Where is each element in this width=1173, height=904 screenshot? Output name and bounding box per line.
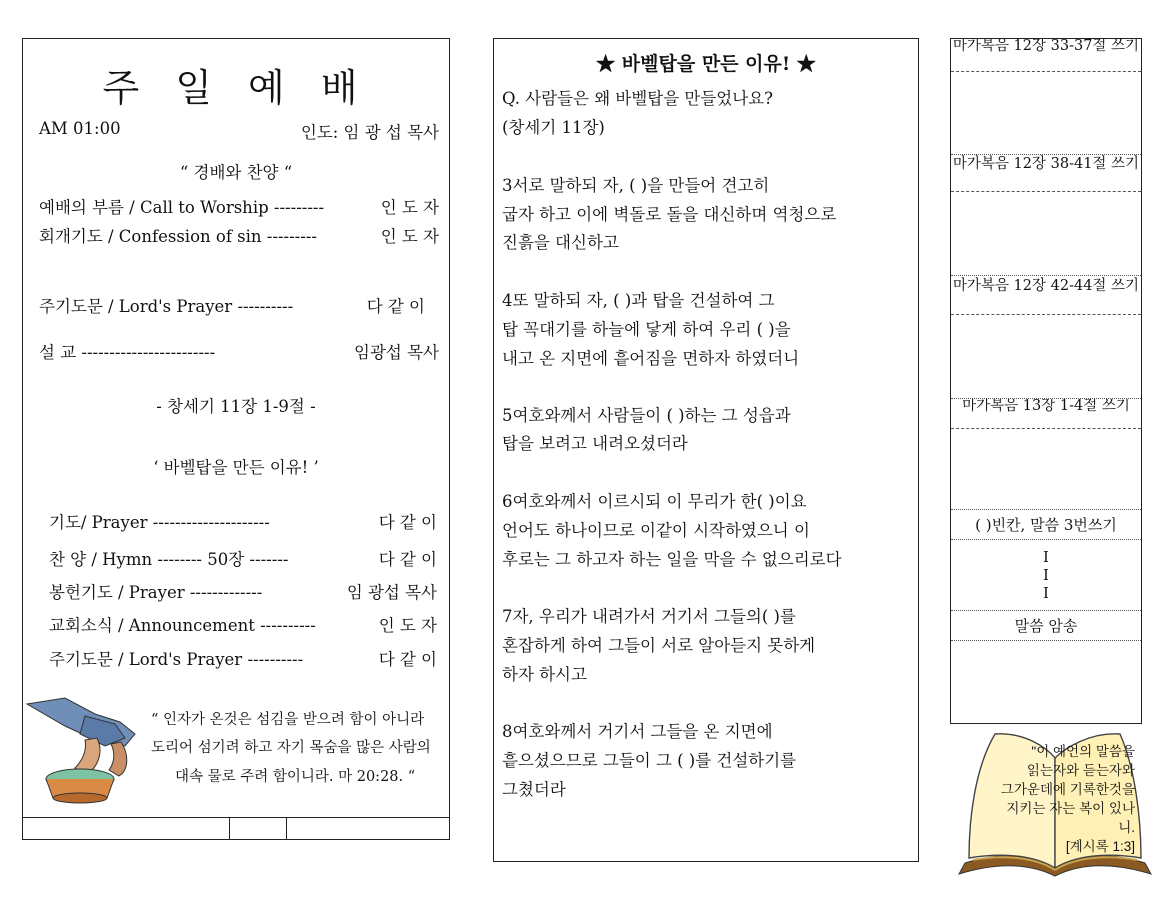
order-item-label: 회개기도 / Confession of sin --------- [39,227,317,246]
order-item-leader: 다 같 이 [378,513,437,532]
writing-area [951,315,1141,399]
order-item [49,509,437,533]
study-line: Q. 사람들은 왜 바벨탑을 만들었나요? [502,89,773,108]
writing-area [951,72,1141,155]
footer-divider [229,818,230,840]
study-line: 탑 꼭대기를 하늘에 닿게 하여 우리 ( )을 [502,320,791,339]
writing-section-head: 마가복음 12장 33-37절 쓰기 [951,39,1141,72]
order-item-leader: 인 도 자 [378,616,437,635]
order-item-leader: 임 광섭 목사 [346,583,437,602]
footer-divider [286,818,287,840]
order-item-label: 예배의 부름 / Call to Worship --------- [39,198,325,217]
order-item [49,612,437,636]
order-item-leader: 임광섭 목사 [354,343,439,362]
service-info [39,119,439,142]
writing-section-head: 마가복음 13장 1-4절 쓰기 [951,399,1141,429]
study-line: 굽자 하고 이에 벽돌로 돌을 대신하며 역청으로 [502,205,837,224]
order-item-leader: 인 도 자 [380,198,439,217]
section-heading: “ 경배와 찬양 “ [179,163,293,182]
order-item [39,339,439,363]
check-mark: I [1043,566,1049,584]
order-item-leader: 다 같 이 [366,297,425,316]
order-item [49,579,437,603]
order-item-label: 봉헌기도 / Prayer ------------- [49,583,263,602]
verse-reference: [계시록 1:3] [1065,839,1135,854]
worship-order-panel [22,38,450,840]
study-line: 혼잡하게 하여 그들이 서로 알아듣지 못하게 [502,636,816,655]
quote-line: 대속 물로 주려 함이니라. 마 20:28. “ [175,769,416,785]
bible-verse [1000,742,1135,856]
writing-practice-table [950,38,1142,724]
verse-line: 그가운데에 기록한것을 [1000,782,1135,797]
order-item-leader: 다 같 이 [378,550,437,569]
study-line: 3서로 말하되 자, ( )을 만들어 견고히 [502,176,770,195]
study-line: 언어도 하나이므로 이같이 시작하였으니 이 [502,521,810,540]
order-item-leader: 인 도 자 [380,227,439,246]
writing-section-head: 마가복음 12장 42-44절 쓰기 [951,276,1141,315]
service-time: AM 01:00 [39,119,121,138]
sermon-title: ‘ 바벨탑을 만든 이유! ’ [153,458,319,477]
order-item-label: 기도/ Prayer --------------------- [49,513,270,532]
order-item [39,223,439,247]
study-line: 그쳤더라 [502,780,566,799]
memorize-area [951,641,1141,723]
verse-line: 읽는자와 듣는자와 [1026,763,1135,778]
study-line: 4또 말하되 자, ( )과 탑을 건설하여 그 [502,291,775,310]
check-mark: I [1043,548,1049,566]
study-title: ★ 바벨탑을 만든 이유! ★ [596,53,816,75]
service-leader: 인도: 임 광 섭 목사 [300,123,439,142]
order-item-label: 설 교 ------------------------ [39,343,216,362]
foot-washing-illustration [25,694,147,804]
study-line: (창세기 11장) [502,118,605,137]
memorize-label: 말씀 암송 [951,611,1141,641]
order-item [49,646,437,670]
study-line: 6여호와께서 이르시되 이 무리가 한( )이요 [502,492,807,511]
check-marks [951,540,1141,611]
order-item [39,293,425,317]
order-item-label: 찬 양 / Hymn -------- 50장 ------- [49,550,289,569]
study-line: 하자 하시고 [502,665,587,684]
writing-section-head: 마가복음 12장 38-41절 쓰기 [951,155,1141,192]
study-line: 진흙을 대신하고 [502,233,619,252]
bible-study-panel [493,38,919,862]
scripture-reference: - 창세기 11장 1-9절 - [156,397,316,416]
verse-line: "이 예언의 말씀을 [1031,744,1135,759]
blank-instruction: ( )빈칸, 말씀 3번쓰기 [951,510,1141,540]
footer-table [23,817,449,840]
study-line: 흩으셨으므로 그들이 그 ( )를 건설하기를 [502,751,797,770]
writing-area [951,192,1141,276]
quote-line: 도리어 섬기려 하고 자기 목숨을 많은 사람의 [151,740,431,756]
study-line: 내고 온 지면에 흩어짐을 면하자 하였더니 [502,349,800,368]
order-item-label: 교회소식 / Announcement ---------- [49,616,316,635]
order-item [49,546,437,570]
quote-line: “ 인자가 온것은 섬김을 받으려 함이 아니라 [151,712,425,728]
study-line: 탑을 보려고 내려오셨더라 [502,434,688,453]
study-line: 7자, 우리가 내려가서 거기서 그들의( )를 [502,607,796,626]
page-title: 주 일 예 배 [102,66,370,110]
study-line: 8여호와께서 거기서 그들을 온 지면에 [502,722,773,741]
study-line: 후로는 그 하고자 하는 일을 막을 수 없으리로다 [502,550,842,569]
order-item [39,194,439,218]
check-mark: I [1043,584,1049,602]
order-item-leader: 다 같 이 [378,650,437,669]
order-item-label: 주기도문 / Lord's Prayer ---------- [49,650,304,669]
writing-area [951,429,1141,510]
order-item-label: 주기도문 / Lord's Prayer ---------- [39,297,294,316]
verse-line: 지키는 자는 복이 있나니. [1006,801,1135,835]
study-line: 5여호와께서 사람들이 ( )하는 그 성읍과 [502,406,791,425]
